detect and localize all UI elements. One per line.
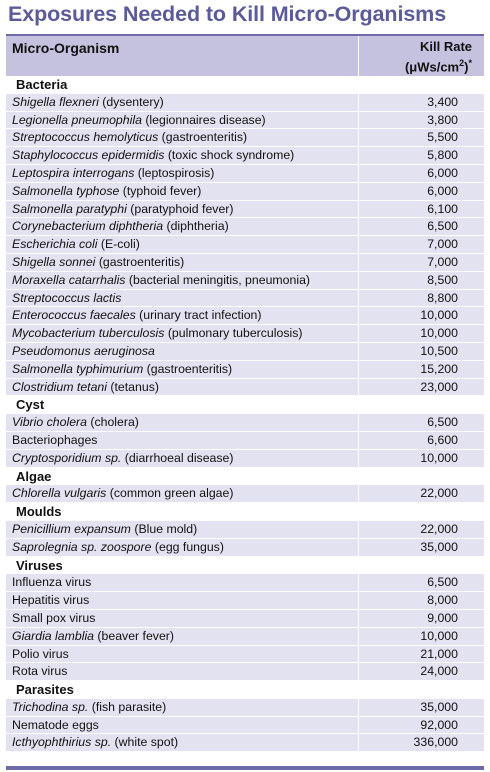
table-row — [6, 432, 484, 450]
organism-description: (gastroenteritis) — [158, 130, 248, 145]
organism-description: (fish parasite) — [88, 699, 167, 714]
category-heading: Viruses — [6, 557, 484, 575]
table-row — [6, 325, 484, 343]
table-row — [6, 646, 484, 664]
organism-description: (pulmonary tuberculosis) — [164, 326, 303, 341]
page-title: Exposures Needed to Kill Micro-Organisms — [8, 2, 447, 26]
organism-name — [6, 450, 358, 467]
organism-name — [6, 254, 358, 271]
organism-species: Chlorella vulgaris — [12, 486, 107, 501]
category-heading: Bacteria — [6, 76, 484, 94]
organism-description: (diarrhoeal disease) — [121, 450, 234, 465]
organism-description: Small pox virus — [12, 610, 96, 625]
table-row — [6, 699, 484, 717]
organism-species: Icthyophthirius sp. — [12, 735, 112, 750]
kill-rate-value: 24,000 — [358, 663, 484, 680]
kill-rate-value: 10,000 — [358, 628, 484, 645]
organism-description: (dysentery) — [98, 94, 164, 109]
organism-description: (egg fungus) — [151, 539, 224, 554]
organism-name — [6, 521, 358, 538]
kill-rate-value: 10,500 — [358, 343, 484, 360]
organism-name — [6, 165, 358, 182]
kill-rate-value: 35,000 — [358, 699, 484, 716]
kill-rate-value: 6,500 — [358, 218, 484, 235]
organism-description: Bacteriophages — [12, 432, 98, 447]
category-heading: Algae — [6, 468, 484, 486]
organism-name — [6, 432, 358, 449]
kill-rate-value: 35,000 — [358, 539, 484, 556]
organism-species: Saprolegnia sp. zoospore — [12, 539, 152, 554]
table-row — [6, 343, 484, 361]
organism-description: Influenza virus — [12, 575, 92, 590]
organism-name — [6, 734, 358, 751]
kill-rate-value: 8,800 — [358, 290, 484, 307]
organism-description: (gastroenteritis) — [143, 361, 233, 376]
organism-description: (common green algae) — [106, 486, 234, 501]
kill-rate-value: 6,000 — [358, 165, 484, 182]
organism-description: (beaver fever) — [94, 628, 174, 643]
organism-description: (diphtheria) — [163, 219, 229, 234]
organism-description: (gastroenteritis) — [95, 254, 185, 269]
category-heading: Moulds — [6, 503, 484, 521]
kill-rate-value: 10,000 — [358, 450, 484, 467]
organism-species: Corynebacterium diphtheria — [12, 219, 164, 234]
kill-rate-value: 5,500 — [358, 129, 484, 146]
organism-name — [6, 290, 358, 307]
table-row — [6, 147, 484, 165]
organism-species: Clostridium tetani — [12, 379, 107, 394]
organism-description: Polio virus — [12, 646, 69, 661]
organism-name — [6, 414, 358, 431]
organism-name — [6, 201, 358, 218]
kill-rate-value: 6,100 — [358, 201, 484, 218]
organism-name — [6, 717, 358, 734]
organism-species: Giardia lamblia — [12, 628, 95, 643]
table-row — [6, 628, 484, 646]
organism-description: (cholera) — [86, 415, 139, 430]
table-row — [6, 485, 484, 503]
header-kill-rate-unit — [359, 55, 472, 75]
organism-species: Penicillium expansum — [12, 521, 131, 536]
organism-species: Pseudomonus aeruginosa — [12, 343, 155, 358]
organism-species: Moraxella catarrhalis — [12, 272, 126, 287]
organism-name — [6, 343, 358, 360]
kill-rate-value: 22,000 — [358, 521, 484, 538]
organism-species: Staphylococcus epidermidis — [12, 148, 165, 163]
organism-description: (bacterial meningitis, pneumonia) — [125, 272, 310, 287]
organism-name — [6, 610, 358, 627]
kill-rate-value: 5,800 — [358, 147, 484, 164]
table-row — [6, 592, 484, 610]
table-row — [6, 307, 484, 325]
organism-species: Shigella sonnei — [12, 254, 96, 269]
kill-rate-value: 10,000 — [358, 307, 484, 324]
organism-species: Vibrio cholera — [12, 415, 87, 430]
table-row — [6, 183, 484, 201]
organism-species: Escherichia coli — [12, 237, 98, 252]
kill-rate-value: 15,200 — [358, 361, 484, 378]
organism-species: Streptococcus lactis — [12, 290, 122, 305]
organism-species: Trichodina sp. — [12, 699, 89, 714]
organism-name — [6, 628, 358, 645]
organism-name — [6, 574, 358, 591]
table-row — [6, 290, 484, 308]
kill-rate-value: 6,600 — [358, 432, 484, 449]
header-micro-organism: Micro-Organism — [12, 40, 120, 56]
organism-description: (Blue mold) — [130, 521, 198, 536]
organism-name — [6, 646, 358, 663]
table-row — [6, 201, 484, 219]
table-row — [6, 717, 484, 735]
organism-description: (tetanus) — [107, 379, 159, 394]
table-row — [6, 218, 484, 236]
kill-rate-value: 336,000 — [358, 734, 484, 751]
organism-name — [6, 129, 358, 146]
category-heading: Parasites — [6, 681, 484, 699]
organism-description: (urinary tract infection) — [135, 308, 262, 323]
table-row — [6, 734, 484, 752]
organism-species: Streptococcus hemolyticus — [12, 130, 159, 145]
organism-name — [6, 663, 358, 680]
kill-rate-value: 3,800 — [358, 112, 484, 129]
organism-description: (paratyphoid fever) — [126, 201, 234, 216]
organism-species: Leptospira interrogans — [12, 165, 135, 180]
table-row — [6, 450, 484, 468]
table-row — [6, 112, 484, 130]
organism-name — [6, 592, 358, 609]
table-row — [6, 272, 484, 290]
table-row — [6, 521, 484, 539]
organism-species: Enterococcus faecales — [12, 308, 136, 323]
organism-description: Hepatitis virus — [12, 593, 90, 608]
unit-text: (μWs/cm — [404, 59, 460, 75]
table-body — [6, 76, 484, 752]
organism-description: (E-coli) — [97, 237, 140, 252]
kill-rate-value: 9,000 — [358, 610, 484, 627]
organism-name — [6, 236, 358, 253]
organism-name — [6, 361, 358, 378]
organism-description: Nematode eggs — [12, 717, 99, 732]
unit-end: ) — [464, 59, 469, 75]
category-heading: Cyst — [6, 396, 484, 414]
bottom-rule — [6, 766, 484, 770]
kill-rate-value: 92,000 — [358, 717, 484, 734]
organism-name — [6, 112, 358, 129]
organism-name — [6, 699, 358, 716]
organism-name — [6, 485, 358, 502]
footnote-mark: * — [468, 58, 472, 68]
organism-description: (white spot) — [111, 735, 179, 750]
table-row — [6, 574, 484, 592]
header-kill-rate-line1: Kill Rate — [419, 39, 472, 54]
organism-name — [6, 183, 358, 200]
organism-name — [6, 94, 358, 111]
table-row — [6, 414, 484, 432]
organism-species: Mycobacterium tuberculosis — [12, 326, 165, 341]
header-kill-rate — [358, 36, 484, 76]
kill-rate-value: 21,000 — [358, 646, 484, 663]
kill-rate-value: 6,500 — [358, 574, 484, 591]
kill-rate-value: 22,000 — [358, 485, 484, 502]
table-row — [6, 361, 484, 379]
organism-description: (toxic shock syndrome) — [164, 148, 295, 163]
table-row — [6, 165, 484, 183]
kill-rate-value: 7,000 — [358, 236, 484, 253]
table-header — [6, 36, 484, 76]
organism-description: (typhoid fever) — [119, 183, 202, 198]
organism-name — [6, 379, 358, 396]
organism-species: Salmonella typhose — [12, 183, 120, 198]
organism-species: Shigella flexneri — [12, 94, 99, 109]
table-row — [6, 254, 484, 272]
table-row — [6, 236, 484, 254]
kill-rate-value: 8,500 — [358, 272, 484, 289]
table-row — [6, 129, 484, 147]
organism-name — [6, 218, 358, 235]
organism-name — [6, 539, 358, 556]
organism-name — [6, 307, 358, 324]
table-row — [6, 94, 484, 112]
unit-sup: 2 — [459, 58, 465, 68]
organism-description: (leptospirosis) — [134, 165, 215, 180]
organism-description: (legionnaires disease) — [141, 112, 266, 127]
organism-description: Rota virus — [12, 664, 68, 679]
kill-rate-value: 10,000 — [358, 325, 484, 342]
organism-name — [6, 325, 358, 342]
organism-name — [6, 272, 358, 289]
organism-name — [6, 147, 358, 164]
organism-species: Legionella pneumophila — [12, 112, 142, 127]
kill-rate-value: 3,400 — [358, 94, 484, 111]
table-row — [6, 379, 484, 397]
kill-rate-value: 6,500 — [358, 414, 484, 431]
table-row — [6, 539, 484, 557]
kill-rate-value: 8,000 — [358, 592, 484, 609]
table-row — [6, 610, 484, 628]
organism-species: Cryptosporidium sp. — [12, 450, 122, 465]
kill-rate-value: 23,000 — [358, 379, 484, 396]
kill-rate-value: 6,000 — [358, 183, 484, 200]
organism-species: Salmonella typhimurium — [12, 361, 144, 376]
kill-rate-value: 7,000 — [358, 254, 484, 271]
table-row — [6, 663, 484, 681]
organism-species: Salmonella paratyphi — [12, 201, 127, 216]
kill-rate-table — [6, 34, 484, 752]
